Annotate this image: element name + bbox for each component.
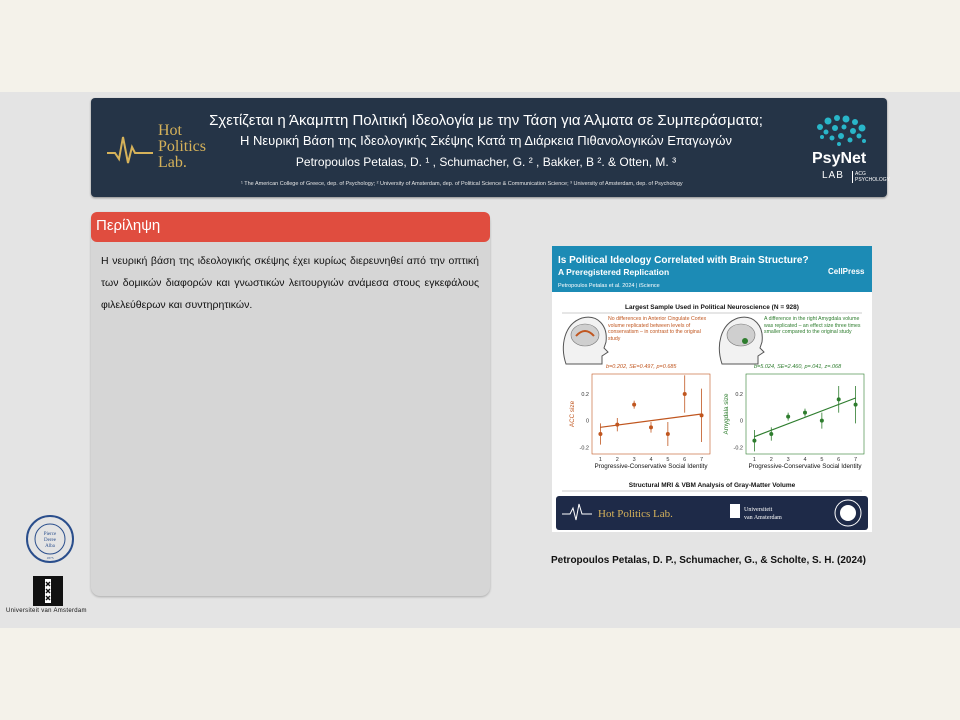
psynet-acg-line1: ACG (855, 171, 866, 177)
data-point (598, 432, 602, 436)
x-tick-label: 7 (854, 457, 858, 463)
acg-motto-1: Pierce (43, 532, 57, 537)
acg-seal-icon (25, 514, 75, 564)
poster-subtitle: Η Νευρική Βάση της Ιδεολογικής Σκέψης Κατά τη Διάρκεια Πιθανολογικών Επαγωγών (239, 133, 733, 148)
uva-shield-icon (730, 504, 740, 518)
y-tick-label: 0 (585, 418, 589, 425)
acg-motto-2: Deree (44, 538, 56, 543)
publisher-label: CellPress (828, 267, 865, 276)
uva-label: Universiteit van Amsterdam (6, 608, 87, 614)
x-tick-label: 3 (632, 457, 636, 463)
reference-citation: Petropoulos Petalas, D. P., Schumacher, G., & Scholte, S. H. (2024) (551, 555, 866, 566)
poster-title: Σχετίζεται η Άκαμπτη Πολιτική Ιδεολογία με την Τάση για Άλματα σε Συμπεράσματα; (209, 112, 763, 129)
data-point (752, 439, 756, 443)
head-mri-icon-left (563, 317, 608, 364)
psynet-lab-label: LAB (822, 170, 844, 181)
footer-lab-name: Hot Politics Lab. (598, 508, 673, 520)
y-tick-label: -0.2 (733, 445, 743, 452)
plot-frame (592, 374, 710, 454)
psynet-acg-label (852, 171, 890, 183)
x-tick-label: 2 (615, 457, 619, 463)
y-axis-label: ACC size (569, 400, 576, 428)
data-point (820, 419, 824, 423)
footer-uva-line2: van Amsterdam (744, 515, 782, 521)
acg-seal-inner (840, 505, 856, 521)
x-tick-label: 7 (700, 457, 704, 463)
psynet-brand: PsyNet (812, 150, 867, 167)
uva-crosses-icon (33, 576, 63, 606)
data-point (700, 413, 704, 417)
x-tick-label: 1 (752, 457, 756, 463)
x-tick-label: 2 (769, 457, 773, 463)
x-axis-label: Progressive-Conservative Social Identity (748, 463, 862, 470)
amygdala-note: A difference in the right Amygdala volume was replicated – an effect size three times smaller compared to the original study (764, 316, 861, 335)
data-point (666, 432, 670, 436)
amygdala-stats: b=5.024, SE=2.460, p=.041, z=.068 (754, 364, 842, 370)
footer-uva-line1: Universiteit (744, 507, 773, 513)
x-tick-label: 6 (837, 457, 841, 463)
lab-name-line1: Hot (158, 122, 182, 139)
y-tick-label: 0 (739, 418, 743, 425)
data-point (632, 403, 636, 407)
figure-citation: Petropoulos Petalas et al. 2024 | iScience (558, 283, 660, 289)
acc-plot (569, 374, 710, 470)
y-tick-label: 0.2 (735, 392, 743, 398)
acg-year: 1875 (46, 556, 54, 560)
x-tick-label: 1 (598, 457, 602, 463)
abstract-text: Η νευρική βάση της ιδεολογικής σκέψης έχει κυρίως διερευνηθεί από την οπτική των δομικών διαφορών και γνωστικών λειτουργιών ανάμεσα στους εγκεφάλους φιλελεύθερων και συντηρητικών. (101, 255, 479, 311)
y-tick-label: -0.2 (579, 445, 589, 452)
abstract-panel (91, 212, 490, 596)
acc-note: No differences in Anterior Cingulate Cortex volume replicated between levels of conservatism – in contrast to the original study (608, 316, 707, 342)
figure-title: Is Political Ideology Correlated with Brain Structure? (558, 255, 809, 266)
trend-line (754, 398, 855, 437)
amygdala-plot (723, 374, 864, 470)
x-tick-label: 4 (803, 457, 807, 463)
mri-caption: Structural MRI & VBM Analysis of Gray-Matter Volume (628, 482, 796, 489)
x-tick-label: 3 (786, 457, 790, 463)
lab-name-line2: Politics (158, 138, 207, 155)
psynet-logo (804, 113, 891, 193)
lab-name-line3: Lab. (158, 154, 187, 171)
x-tick-label: 4 (649, 457, 653, 463)
graphical-abstract-svg (552, 246, 872, 532)
data-point (683, 392, 687, 396)
acg-logo (25, 514, 75, 564)
psynet-acg-line2: PSYCHOLOGY (855, 177, 891, 183)
abstract-header (91, 212, 490, 242)
acg-motto-3: Alba (45, 544, 55, 549)
affiliations: ¹ The American College of Greece, dep. of Psychology; ² University of Amsterdam, dep. of Political Science & Communication Science; ³ University of Amsterdam, dep. of Psychology (241, 181, 683, 187)
graphical-abstract (552, 246, 872, 532)
data-point (649, 425, 653, 429)
y-axis-label: Amygdala size (723, 393, 730, 435)
y-tick-label: 0.2 (581, 392, 589, 398)
head-mri-icon-right (719, 317, 764, 364)
data-point (854, 403, 858, 407)
x-tick-label: 5 (666, 457, 670, 463)
data-point (786, 415, 790, 419)
x-tick-label: 6 (683, 457, 687, 463)
heartbeat-icon (107, 133, 153, 167)
figure-subtitle: A Preregistered Replication (558, 267, 670, 277)
data-point (803, 411, 807, 415)
data-point (837, 397, 841, 401)
data-point (769, 432, 773, 436)
abstract-title: Περίληψη (96, 217, 161, 234)
neural-network-icon (804, 113, 884, 153)
header-banner (91, 98, 891, 197)
uva-logo (33, 576, 63, 606)
x-axis-label: Progressive-Conservative Social Identity (594, 463, 708, 470)
acc-stats: b=0.202, SE=0.497, p=0.685 (606, 364, 677, 370)
x-tick-label: 5 (820, 457, 824, 463)
sample-caption: Largest Sample Used in Political Neuroscience (N = 928) (625, 304, 799, 311)
data-point (615, 423, 619, 427)
poster-authors: Petropoulos Petalas, D. ¹ , Schumacher, G. ² , Bakker, B ². & Otten, M. ³ (295, 155, 677, 169)
